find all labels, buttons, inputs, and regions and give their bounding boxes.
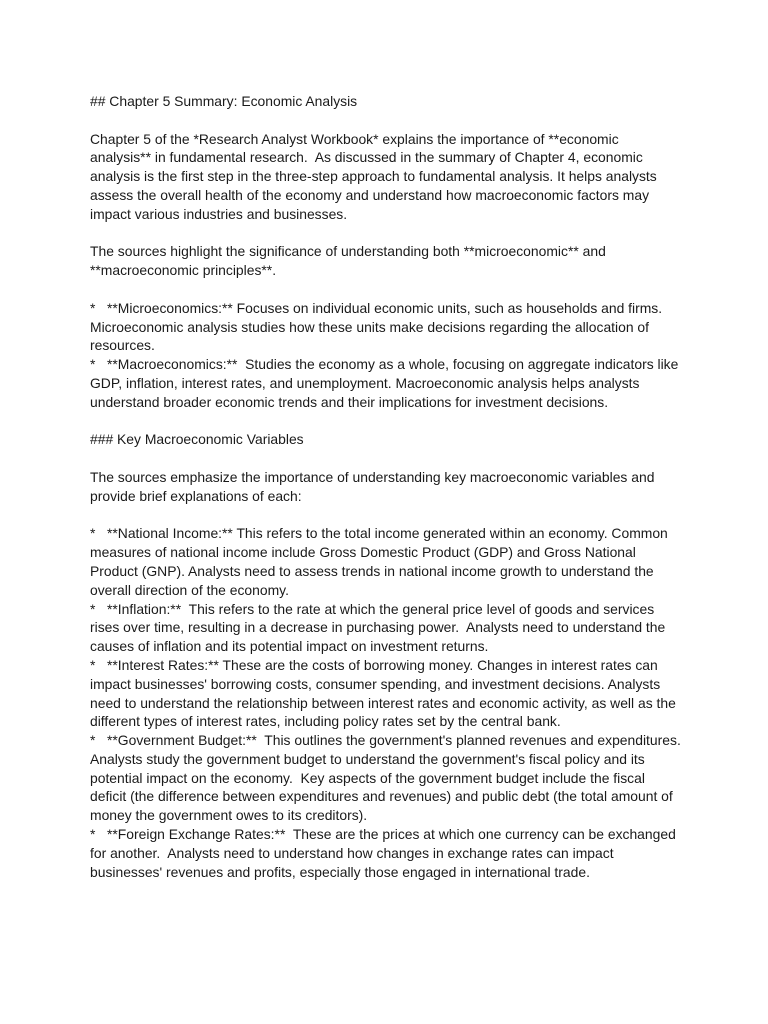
bullet-line: Microeconomic analysis studies how these units make decisions regarding the allocation of: [90, 318, 650, 335]
text-line: The sources highlight the significance of understanding both **microeconomic** and: [90, 243, 606, 260]
section-subheading: ### Key Macroeconomic Variables: [90, 431, 304, 448]
bullet-line: rises over time, resulting in a decrease in purchasing power. Analysts need to understand the: [90, 619, 666, 636]
spacer: [90, 280, 690, 299]
bullet-line: businesses' revenues and profits, especially those engaged in international trade.: [90, 863, 590, 880]
spacer: [90, 449, 690, 468]
bullet-line: * **Inflation:** This refers to the rate at which the general price level of goods and services: [90, 600, 655, 617]
bullet-line: money the government owes to its creditors).: [90, 807, 368, 824]
bullet-line: need to understand the relationship between interest rates and economic activity, as well as the: [90, 694, 676, 711]
text-line: Chapter 5 of the *Research Analyst Workbook* explains the importance of **economic: [90, 130, 619, 147]
spacer: [90, 506, 690, 525]
text-line: assess the overall health of the economy and understand how macroeconomic factors may: [90, 186, 650, 203]
sources-paragraph: [90, 242, 690, 280]
bullet-line: * **Interest Rates:** These are the costs of borrowing money. Changes in interest rates can: [90, 656, 658, 673]
bullet-line: * **National Income:** This refers to the total income generated within an economy. Common: [90, 525, 668, 542]
bullet-line: GDP, inflation, interest rates, and unemployment. Macroeconomic analysis helps analysts: [90, 374, 640, 391]
bullet-line: for another. Analysts need to understand how changes in exchange rates can impact: [90, 844, 614, 861]
text-line: provide brief explanations of each:: [90, 487, 302, 504]
chapter-heading: ## Chapter 5 Summary: Economic Analysis: [90, 93, 358, 109]
bullet-line: * **Government Budget:** This outlines the government's planned revenues and expenditures.: [90, 732, 681, 749]
spacer: [90, 224, 690, 243]
bullet-line: * **Macroeconomics:** Studies the economy as a whole, focusing on aggregate indicators like: [90, 356, 679, 373]
bullet-line: Analysts study the government budget to understand the government's fiscal policy and its: [90, 750, 645, 767]
text-line: The sources emphasize the importance of understanding key macroeconomic variables and: [90, 468, 655, 485]
bullet-line: deficit (the difference between expenditures and revenues) and public debt (the total amount of: [90, 788, 673, 805]
bullet-line: resources.: [90, 337, 155, 354]
text-line: impact various industries and businesses.: [90, 205, 348, 222]
bullet-line: understand broader economic trends and their implications for investment decisions.: [90, 393, 609, 410]
spacer: [90, 412, 690, 431]
text-line: analysis** in fundamental research. As discussed in the summary of Chapter 4, economic: [90, 149, 643, 166]
bullet-line: measures of national income include Gross Domestic Product (GDP) and Gross National: [90, 544, 636, 561]
variables-intro-paragraph: [90, 468, 690, 506]
bullet-line: potential impact on the economy. Key aspects of the government budget include the fiscal: [90, 769, 645, 786]
bullet-line: * **Microeconomics:** Focuses on individual economic units, such as households and firms.: [90, 299, 663, 316]
bullet-line: impact businesses' borrowing costs, consumer spending, and investment decisions. Analysts: [90, 675, 661, 692]
intro-paragraph: [90, 130, 690, 224]
bullet-line: causes of inflation and its potential impact on investment returns.: [90, 638, 489, 655]
document-page: [90, 92, 690, 881]
text-line: analysis is the first step in the three-step approach to fundamental analysis. It helps analysts: [90, 168, 657, 185]
variables-bullet-list: [90, 524, 690, 881]
economics-bullet-list: [90, 299, 690, 412]
bullet-line: * **Foreign Exchange Rates:** These are the prices at which one currency can be exchanged: [90, 826, 676, 843]
text-line: **macroeconomic principles**.: [90, 262, 277, 279]
bullet-line: Product (GNP). Analysts need to assess trends in national income growth to understand the: [90, 562, 654, 579]
bullet-line: different types of interest rates, including policy rates set by the central bank.: [90, 713, 561, 730]
bullet-line: overall direction of the economy.: [90, 581, 289, 598]
spacer: [90, 111, 690, 130]
